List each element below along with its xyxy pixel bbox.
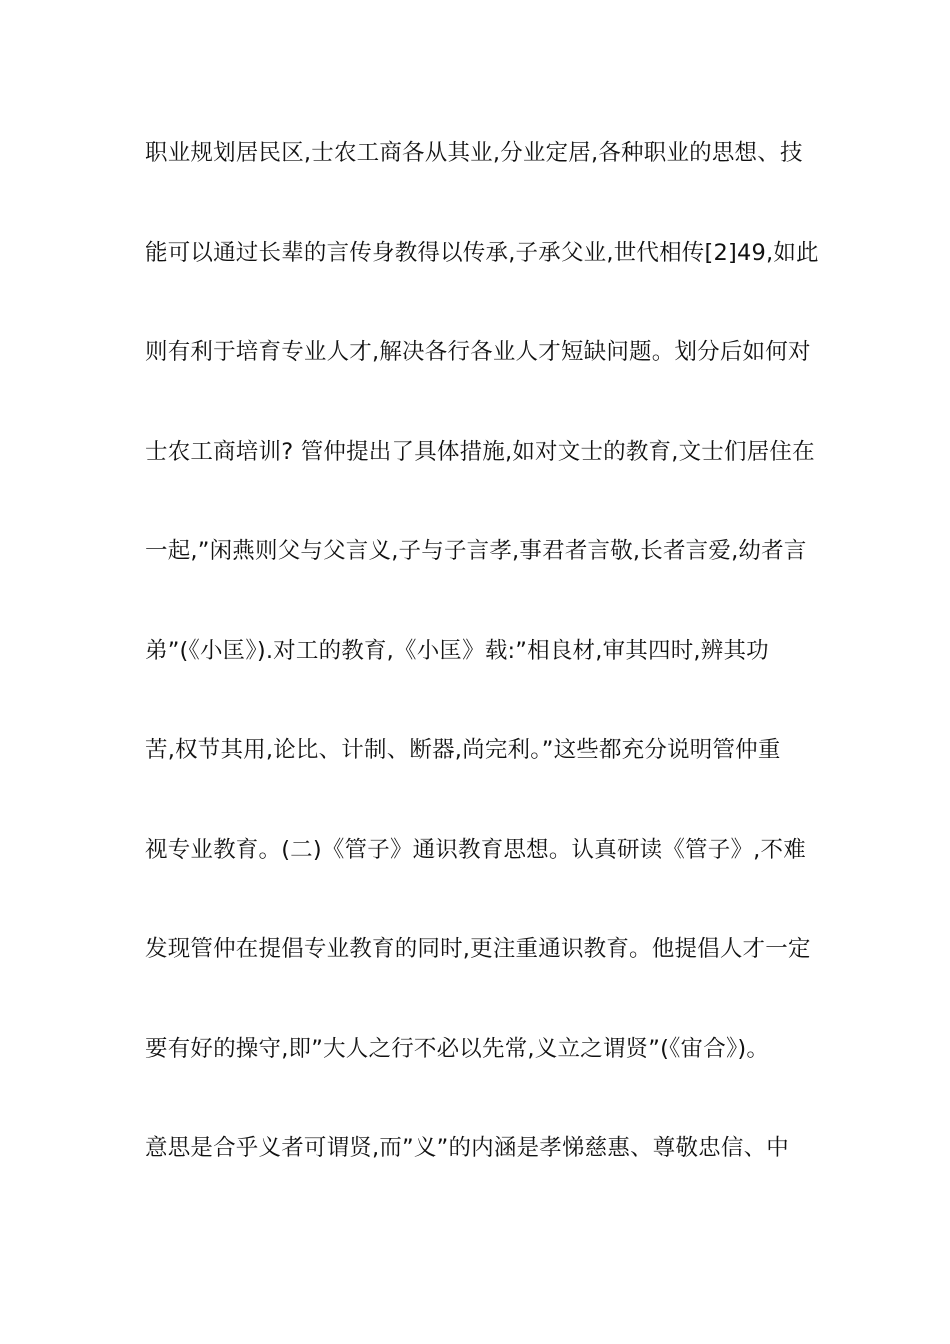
text-line: 则有利于培育专业人才,解决各行各业人才短缺问题。划分后如何对 — [145, 339, 811, 365]
text-line: 能可以通过长辈的言传身教得以传承,子承父业,世代相传[2]49,如此 — [145, 239, 819, 266]
body-text — [145, 128, 819, 1173]
text-line: 视专业教育。(二)《管子》通识教育思想。认真研读《管子》,不难 — [145, 836, 806, 863]
text-line: 意思是合乎义者可谓贤,而”义”的内涵是孝悌慈惠、尊敬忠信、中 — [145, 1135, 789, 1161]
text-line: 弟”(《小匡》).对工的教育,《小匡》载:”相良材,审其四时,辨其功 — [145, 637, 769, 664]
text-line: 苦,权节其用,论比、计制、断器,尚完利。”这些都充分说明管仲重 — [145, 737, 781, 763]
text-line: 职业规划居民区,士农工商各从其业,分业定居,各种职业的思想、技 — [145, 140, 803, 166]
text-line: 发现管仲在提倡专业教育的同时,更注重通识教育。他提倡人才一定 — [145, 936, 811, 962]
text-line: 一起,”闲燕则父与父言义,子与子言孝,事君者言敬,长者言爱,幼者言 — [145, 538, 807, 564]
text-line: 士农工商培训? 管仲提出了具体措施,如对文士的教育,文士们居住在 — [145, 438, 815, 465]
text-line: 要有好的操守,即”大人之行不必以先常,义立之谓贤”(《宙合》)。 — [145, 1035, 770, 1062]
